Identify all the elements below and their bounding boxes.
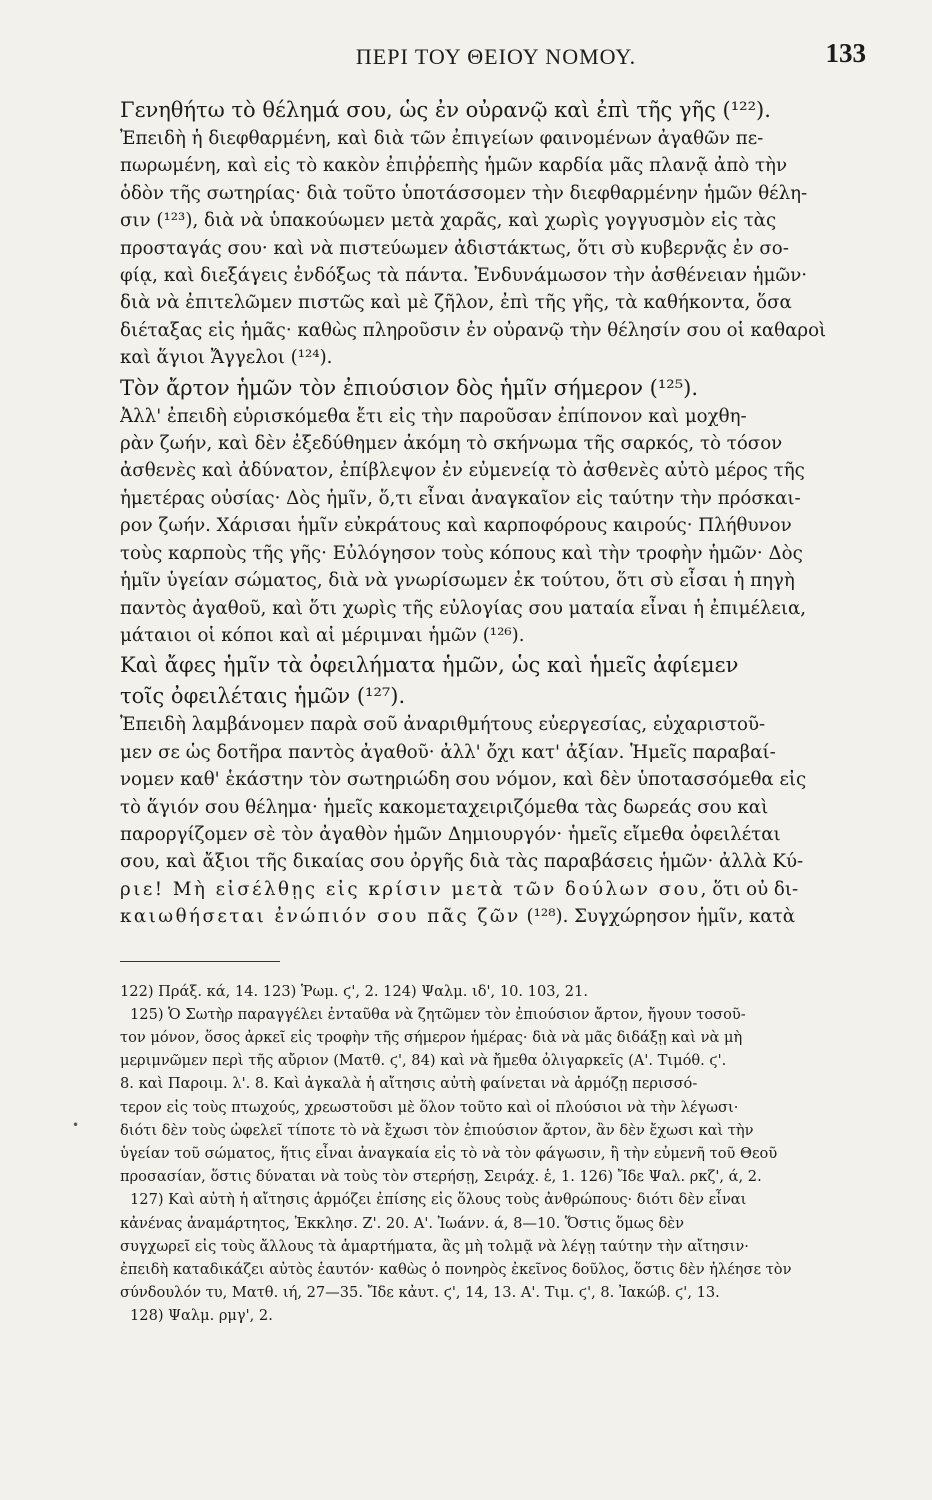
body-line: μεν σε ὡς δοτῆρα παντὸς ἀγαθοῦ· ἀλλ' ὄχι κατ' ἀξίαν. Ἡμεῖς παραβαί-: [120, 741, 776, 763]
petition-heading: τοῖς ὀφειλέταις ἡμῶν (¹²⁷).: [120, 684, 406, 709]
body-line: Ἀλλ' ἐπειδὴ εὑρισκόμεθα ἔτι εἰς τὴν παροῦσαν ἐπίπονον καὶ μοχθη-: [120, 405, 747, 427]
body-line: παντὸς ἀγαθοῦ, καὶ ὅτι χωρὶς τῆς εὐλογίας σου ματαία εἶναι ἡ ἐπιμέλεια,: [120, 597, 807, 619]
body-line: Ἐπειδὴ ἡ διεφθαρμένη, καὶ διὰ τῶν ἐπιγείων φαινομένων ἀγαθῶν πε-: [120, 128, 764, 149]
body-text: [120, 96, 872, 931]
footnote-line: μεριμνῶμεν περὶ τῆς αὔριον (Ματθ. ϛ', 84) καὶ νὰ ἤμεθα ὀλιγαρκεῖς (Α'. Τιμόθ. ϛ'.: [120, 1052, 727, 1070]
footnotes: [120, 980, 872, 1328]
body-line: ἀσθενὲς καὶ ἀδύνατον, ἐπίβλεψον ἐν εὐμενείᾳ τὸ ἀσθενὲς αὐτὸ μέρος τῆς: [120, 460, 805, 482]
body-line-rest: (¹²⁸). Συγχώρησον ἡμῖν, κατὰ: [520, 906, 796, 928]
petition-heading: Τὸν ἄρτον ἡμῶν τὸν ἐπιούσιον δὸς ἡμῖν σήμερον (¹²⁵).: [120, 375, 699, 400]
body-line-rest: , ὅτι οὐ δι-: [700, 878, 799, 900]
footnote-line: διότι δὲν τοὺς ὠφελεῖ τίποτε τὸ νὰ ἔχωσι τὸν ἐπιούσιον ἄρτον, ἂν δὲν ἔχωσι καὶ τὴν: [120, 1121, 754, 1139]
body-line: [120, 876, 872, 903]
body-line: πωρωμένη, καὶ εἰς τὸ κακὸν ἐπιῤῥεπὴς ἡμῶν καρδία μᾶς πλανᾷ ἀπὸ τὴν: [120, 155, 788, 177]
margin-dot: •: [72, 1118, 80, 1132]
body-line: [120, 903, 872, 930]
body-line: μάταιοι οἱ κόποι καὶ αἱ μέριμναι ἡμῶν (¹²⁶).: [120, 624, 525, 646]
footnote-line: 127) Καὶ αὐτὴ ἡ αἴτησις ἁρμόζει ἐπίσης εἰς ὅλους τοὺς ἀνθρώπους· διότι δὲν εἶναι: [130, 1191, 747, 1209]
body-line: σου, καὶ ἄξιοι τῆς δικαίας σου ὀργῆς διὰ τὰς παραβάσεις ἡμῶν· ἀλλὰ Κύ-: [120, 851, 804, 873]
petition-heading: Γενηθήτω τὸ θέλημά σου, ὡς ἐν οὐρανῷ καὶ ἐπὶ τῆς γῆς (¹²²).: [120, 98, 771, 122]
body-line: καὶ ἅγιοι Ἄγγελοι (¹²⁴).: [120, 347, 333, 369]
footnote-line: ἐπειδὴ καταδικάζει αὐτὸς ἑαυτόν· καθὼς ὁ πονηρὸς ἐκεῖνος δοῦλος, ὅστις δὲν ἠλέησε τὸν: [120, 1261, 792, 1278]
footnote-rule: [120, 961, 280, 962]
page-number: 133: [825, 38, 866, 68]
footnote-line: σύνδουλόν τυ, Ματθ. ιή, 27—35. Ἴδε κἀυτ. ϛ', 14, 13. Α'. Τιμ. ϛ', 8. Ἰακώβ. ϛ', 13.: [120, 1284, 720, 1302]
body-line: ὁδὸν τῆς σωτηρίας· διὰ τοῦτο ὑποτάσσομεν τὴν διεφθαρμένην ἡμῶν θέλη-: [120, 182, 808, 204]
footnote-line: 128) Ψαλμ. ρμγ', 2.: [130, 1307, 273, 1325]
emphasized-quote: ριε! Μὴ εἰσέλθῃς εἰς κρίσιν μετὰ τῶν δούλων σου: [120, 878, 701, 900]
body-line: τοὺς καρποὺς τῆς γῆς· Εὐλόγησον τοὺς κόπους καὶ τὴν τροφὴν ἡμῶν· Δὸς: [120, 542, 803, 564]
body-line: σιν (¹²³), διὰ νὰ ὑπακούωμεν μετὰ χαρᾶς, καὶ χωρὶς γογγυσμὸν εἰς τὰς: [120, 210, 777, 232]
body-line: ἡμετέρας οὐσίας· Δὸς ἡμῖν, ὅ,τι εἶναι ἀναγκαῖον εἰς ταύτην τὴν πρόσκαι-: [120, 487, 801, 509]
body-line: προσταγάς σου· καὶ νὰ πιστεύωμεν ἀδιστάκτως, ὅτι σὺ κυβερνᾷς ἐν σο-: [120, 237, 789, 259]
footnote-line: κἀνένας ἀναμάρτητος, Ἐκκλησ. Ζ'. 20. Α'. Ἰωάνν. ά, 8—10. Ὅστις ὅμως δὲν: [120, 1214, 684, 1232]
running-title: ΠΕΡΙ ΤΟΥ ΘΕΙΟΥ ΝΟΜΟΥ.: [355, 44, 637, 69]
body-line: τὸ ἅγιόν σου θέλημα· ἡμεῖς κακομεταχειριζόμεθα τὰς δωρεάς σου καὶ: [120, 796, 769, 818]
footnote-line: ὑγείαν τοῦ σώματος, ἥτις εἶναι ἀναγκαία εἰς τὸ νὰ τὸν φάγωσιν, ἢ τὴν εὐμενῆ τοῦ Θεοῦ: [120, 1144, 778, 1162]
body-line: ἡμῖν ὑγείαν σώματος, διὰ νὰ γνωρίσωμεν ἐκ τούτου, ὅτι σὺ εἶσαι ἡ πηγὴ: [120, 570, 795, 592]
body-line: ρὰν ζωήν, καὶ δὲν ἐξεδύθημεν ἀκόμη τὸ σκήνωμα τῆς σαρκός, τὸ τόσον: [120, 433, 783, 455]
petition-heading: Καὶ ἄφες ἡμῖν τὰ ὀφειλήματα ἡμῶν, ὡς καὶ ἡμεῖς ἀφίεμεν: [120, 653, 739, 678]
footnote-line: συγχωρεῖ εἰς τοὺς ἄλλους τὰ ἁμαρτήματα, ἂς μὴ τολμᾷ νὰ λέγῃ ταύτην τὴν αἴτησιν·: [120, 1237, 749, 1255]
footnote-line: τον μόνον, ὅσος ἀρκεῖ εἰς τροφὴν τῆς σήμερον ἡμέρας· διὰ νὰ μᾶς διδάξῃ καὶ νὰ μὴ: [120, 1028, 743, 1046]
body-line: νομεν καθ' ἑκάστην τὸν σωτηριώδη σου νόμον, καὶ δὲν ὑποτασσόμεθα εἰς: [120, 769, 807, 791]
running-head: [120, 38, 872, 78]
body-line: ρον ζωήν. Χάρισαι ἡμῖν εὐκράτους καὶ καρποφόρους καιρούς· Πλήθυνον: [120, 515, 792, 537]
footnote-line: 125) Ὁ Σωτὴρ παραγγέλει ἐνταῦθα νὰ ζητῶμεν τὸν ἐπιούσιον ἄρτον, ἤγουν τοσοῦ-: [130, 1005, 746, 1023]
body-line: Ἐπειδὴ λαμβάνομεν παρὰ σοῦ ἀναριθμήτους εὐεργεσίας, εὐχαριστοῦ-: [120, 714, 766, 736]
footnote-line: 122) Πράξ. κά, 14. 123) Ῥωμ. ϛ', 2. 124) Ψαλμ. ιδ', 10. 103, 21.: [120, 982, 589, 1000]
body-line: φίᾳ, καὶ διεξάγεις ἐνδόξως τὰ πάντα. Ἐνδυνάμωσον τὴν ἀσθένειαν ἡμῶν·: [120, 265, 808, 287]
body-line: διὰ νὰ ἐπιτελῶμεν πιστῶς καὶ μὲ ζῆλον, ἐπὶ τῆς γῆς, τὰ καθήκοντα, ὅσα: [120, 292, 792, 314]
body-line: παροργίζομεν σὲ τὸν ἀγαθὸν ἡμῶν Δημιουργόν· ἡμεῖς εἴμεθα ὀφειλέται: [120, 823, 781, 845]
body-line: διέταξας εἰς ἡμᾶς· καθὼς πληροῦσιν ἐν οὐρανῷ τὴν θέλησίν σου οἱ καθαροὶ: [120, 319, 827, 341]
footnote-line: τερον εἰς τοὺς πτωχούς, χρεωστοῦσι μὲ ὅλον τοῦτο καὶ οἱ πλούσιοι νὰ τὴν λέγωσι·: [120, 1098, 739, 1116]
footnote-line: 8. καὶ Παροιμ. λ'. 8. Καὶ ἀγκαλὰ ἡ αἴτησις αὐτὴ φαίνεται νὰ ἁρμόζῃ περισσό-: [120, 1075, 698, 1093]
footnote-line: προσασίαν, ὅστις δύναται νὰ τοὺς τὸν στερήσῃ, Σειράχ. ἑ, 1. 126) Ἴδε Ψαλ. ρκζ', ά, 2.: [120, 1168, 762, 1186]
emphasized-quote: καιωθήσεται ἐνώπιόν σου πᾶς ζῶν: [120, 906, 521, 928]
